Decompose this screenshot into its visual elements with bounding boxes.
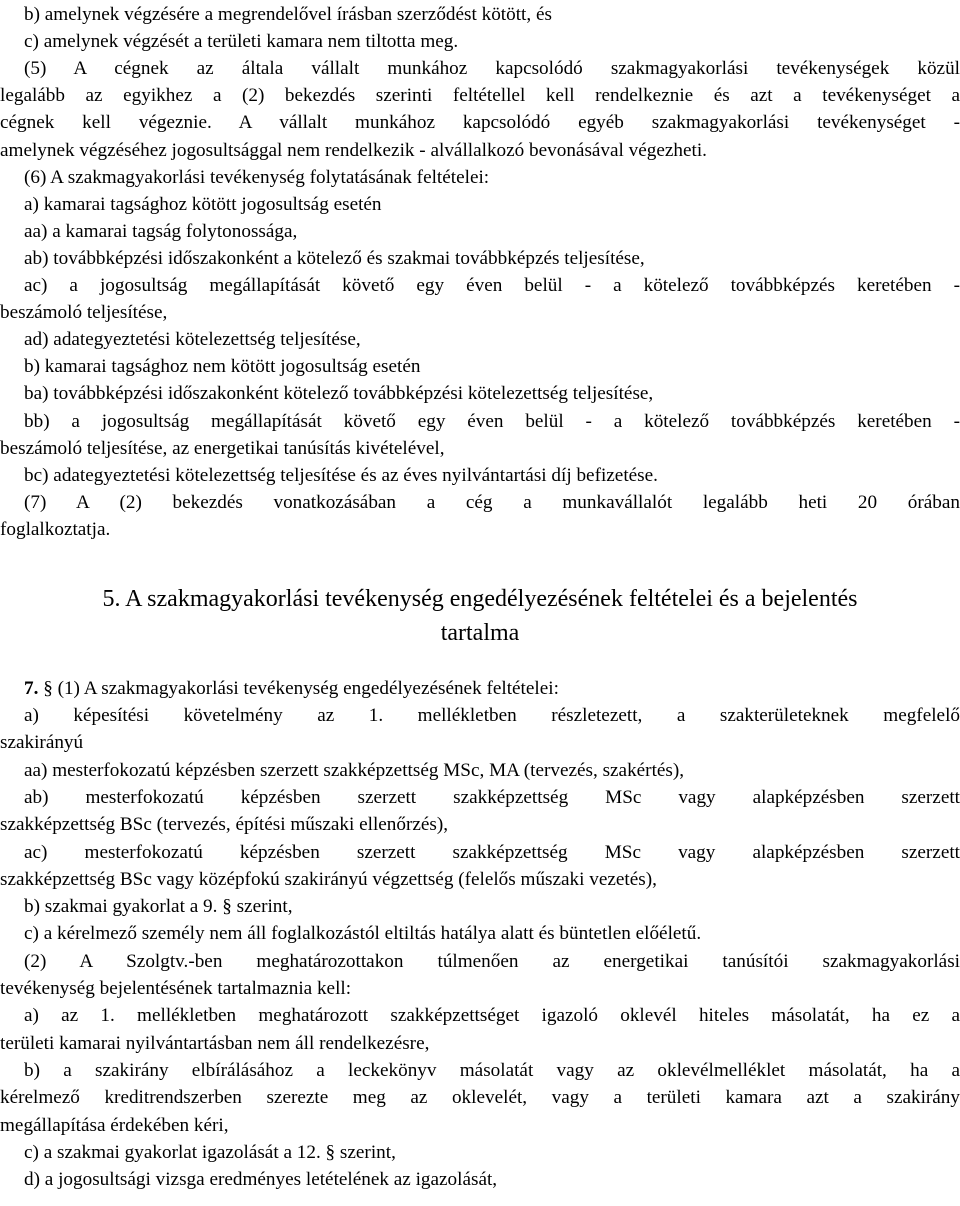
text-line: szakirányú bbox=[0, 732, 84, 754]
section-7-line bbox=[24, 674, 960, 704]
text-line: szakképzettség BSc vagy középfokú szakirányú végzettség (felelős műszaki vezetés), bbox=[0, 868, 657, 890]
text-line: kérelmező kreditrendszerben szerezte meg az oklevelét, vagy a területi kamara azt a szakirány bbox=[0, 1087, 960, 1109]
section-heading-line-2: tartalma bbox=[440, 620, 520, 646]
text-line: ac) a jogosultság megállapítását követő egy éven belül - a kötelező továbbképzés keretében - bbox=[24, 275, 960, 296]
text-line: amelynek végzéséhez jogosultsággal nem rendelkezik - alvállalkozó bevonásával végezheti. bbox=[0, 139, 707, 161]
text-line: d) a jogosultsági vizsga eredményes letételének az igazolását, bbox=[24, 1169, 498, 1191]
text-line: c) a szakmai gyakorlat igazolását a 12. § szerint, bbox=[24, 1141, 396, 1163]
text-line: területi kamarai nyilvántartásban nem áll rendelkezésre, bbox=[0, 1032, 430, 1054]
text-line: ab) továbbképzési időszakonként a kötelező és szakmai továbbképzés teljesítése, bbox=[24, 247, 645, 269]
text-line: ab) mesterfokozatú képzésben szerzett szakképzettség MSc vagy alapképzésben szerzett bbox=[24, 786, 960, 808]
text-line: ba) továbbképzési időszakonként kötelező továbbképzési kötelezettség teljesítése, bbox=[24, 383, 654, 405]
text-line: aa) a kamarai tagság folytonossága, bbox=[24, 220, 298, 242]
text-line: ac) mesterfokozatú képzésben szerzett szakképzettség MSc vagy alapképzésben szerzett bbox=[24, 841, 960, 863]
section-number: 7. bbox=[24, 678, 39, 699]
text-line: b) amelynek végzésére a megrendelővel írásban szerződést kötött, és bbox=[24, 4, 552, 25]
text-line: bc) adategyeztetési kötelezettség teljesítése és az éves nyilvántartási díj befizetése. bbox=[24, 464, 658, 486]
text-line: foglalkoztatja. bbox=[0, 518, 111, 540]
text-line: (7) A (2) bekezdés vonatkozásában a cég a munkavállalót legalább heti 20 órában bbox=[24, 491, 960, 513]
text-line: beszámoló teljesítése, bbox=[0, 302, 168, 324]
text-line: c) a kérelmező személy nem áll foglalkozástól eltiltás hatálya alatt és büntetlen előéletű. bbox=[24, 923, 702, 945]
text-line: (2) A Szolgtv.-ben meghatározottakon túlmenően az energetikai tanúsítói szakmagyakorlási bbox=[24, 950, 960, 972]
text-line: b) kamarai tagsághoz nem kötött jogosultság esetén bbox=[24, 356, 421, 378]
text-line: a) kamarai tagsághoz kötött jogosultság esetén bbox=[24, 193, 382, 215]
text-line: bb) a jogosultság megállapítását követő egy éven belül - a kötelező továbbképzés keretében - bbox=[24, 410, 960, 432]
text-line: cégnek kell végeznie. A vállalt munkához kapcsolódó egyéb szakmagyakorlási tevékenységet - bbox=[0, 112, 960, 134]
text-line: b) a szakirány elbírálásához a leckekönyv másolatát vagy az oklevélmelléklet másolatát, ha a bbox=[24, 1059, 960, 1081]
text-line: ad) adategyeztetési kötelezettség teljesítése, bbox=[24, 329, 361, 351]
text-line: legalább az egyikhez a (2) bekezdés szerinti feltétellel kell rendelkeznie és azt a tevékenységet a bbox=[0, 85, 960, 107]
text-line: aa) mesterfokozatú képzésben szerzett szakképzettség MSc, MA (tervezés, szakértés), bbox=[24, 759, 685, 781]
text-line: szakképzettség BSc (tervezés, építési műszaki ellenőrzés), bbox=[0, 814, 449, 836]
text-line: a) az 1. mellékletben meghatározott szakképzettséget igazoló oklevél hiteles másolatát, ha ez a bbox=[24, 1005, 960, 1027]
section-7-text: § (1) A szakmagyakorlási tevékenység engedélyezésének feltételei: bbox=[38, 678, 559, 699]
text-line: b) szakmai gyakorlat a 9. § szerint, bbox=[24, 896, 293, 918]
text-line: c) amelynek végzését a területi kamara nem tiltotta meg. bbox=[24, 31, 459, 53]
text-line: beszámoló teljesítése, az energetikai tanúsítás kivételével, bbox=[0, 437, 445, 459]
text-line: tevékenység bejelentésének tartalmaznia kell: bbox=[0, 978, 352, 999]
text-line: (6) A szakmagyakorlási tevékenység folytatásának feltételei: bbox=[24, 166, 490, 188]
text-line: a) képesítési követelmény az 1. mellékletben részletezett, a szakterületeknek megfelelő bbox=[24, 705, 960, 726]
text-line: (5) A cégnek az általa vállalt munkához kapcsolódó szakmagyakorlási tevékenységek közül bbox=[24, 58, 960, 80]
text-line: megállapítása érdekében kéri, bbox=[0, 1114, 229, 1136]
section-heading-line-1: 5. A szakmagyakorlási tevékenység engedélyezésének feltételei és a bejelentés bbox=[102, 586, 858, 612]
